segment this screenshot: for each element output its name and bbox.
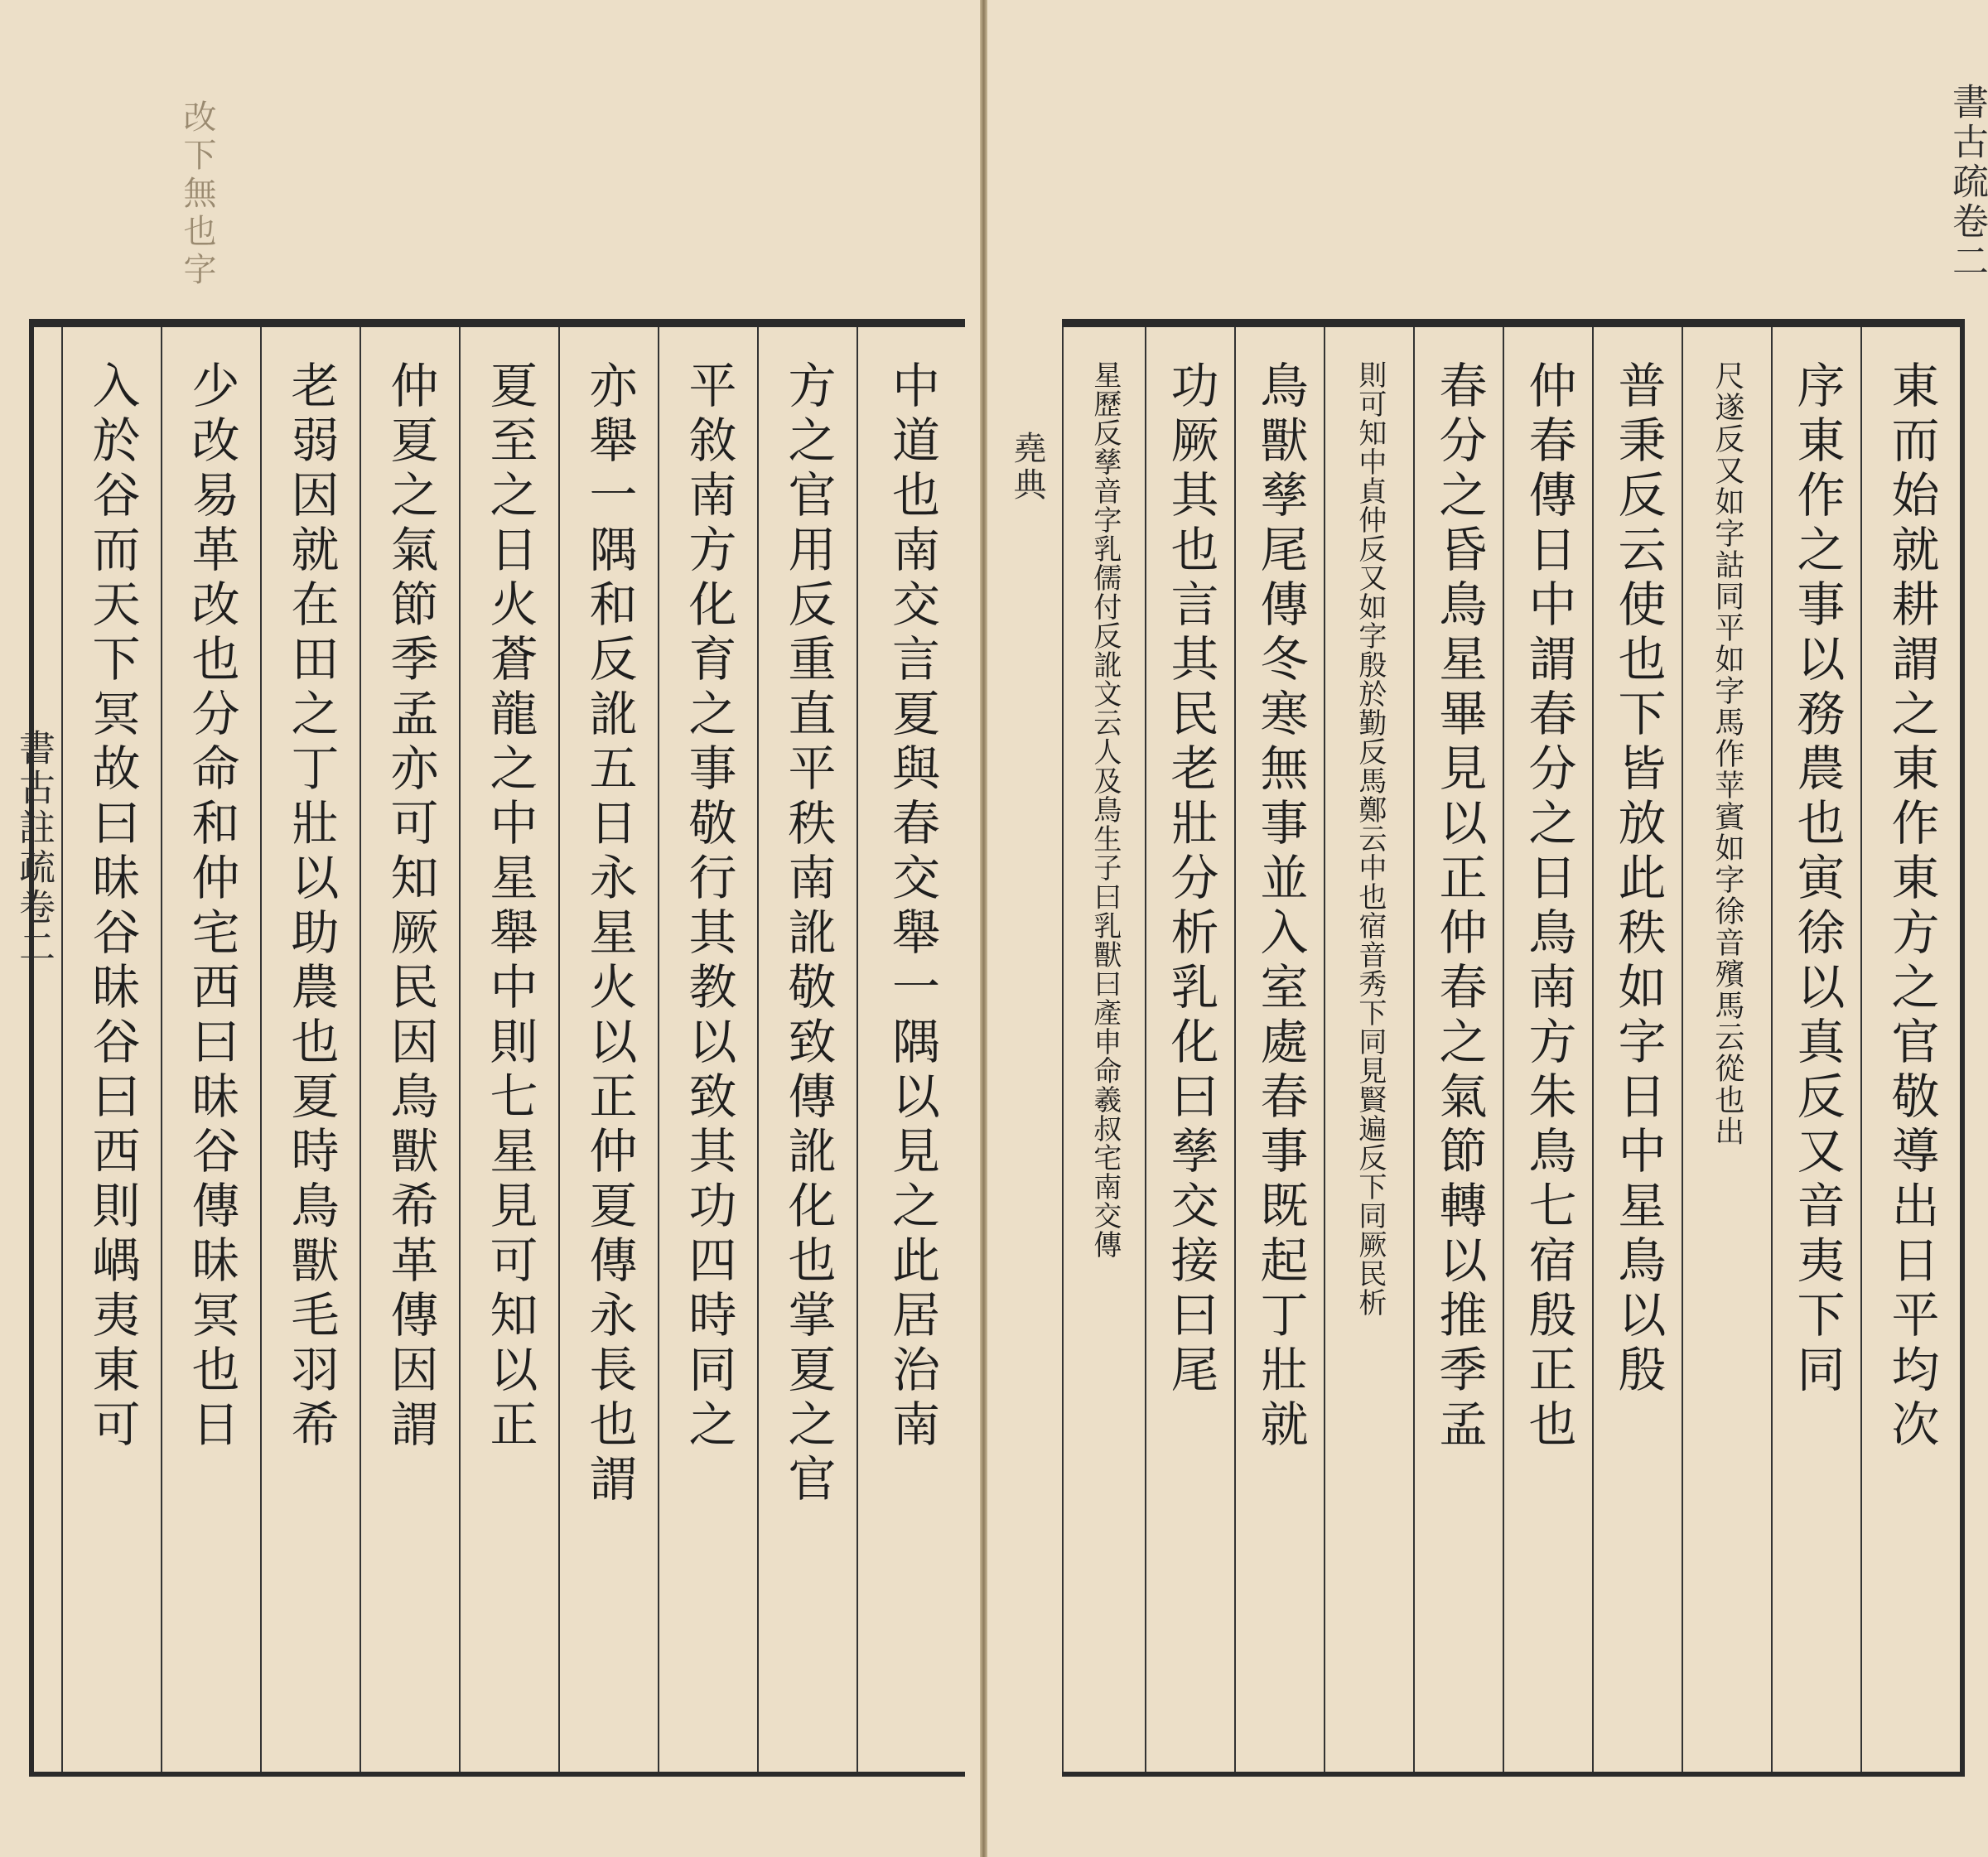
column-text: 功厥其也言其民老壯分析乳化曰孳交接曰尾	[1162, 360, 1219, 1399]
marginal-note: 改下無也字	[178, 99, 216, 290]
text-column	[1145, 327, 1234, 1772]
text-column	[1062, 327, 1145, 1772]
left-page	[0, 0, 980, 1857]
page-mark: 堯典	[1008, 431, 1046, 504]
text-column	[1860, 327, 1960, 1772]
text-column	[260, 327, 359, 1772]
text-column	[856, 327, 965, 1772]
column-text: 普秉反云使也下皆放此秩如字日中星鳥以殷	[1609, 360, 1667, 1399]
text-column	[757, 327, 856, 1772]
text-column	[1771, 327, 1860, 1772]
book-spine	[980, 0, 987, 1857]
column-text: 星歷反孳音字乳儒付反訛文云人及鳥生子曰乳獸曰產申命羲叔宅南交傳	[1088, 360, 1122, 1259]
text-column	[359, 327, 459, 1772]
column-text: 東而始就耕謂之東作東方之官敬導出日平均次	[1883, 360, 1940, 1454]
column-text: 亦舉一隅和反訛五日永星火以正仲夏傳永長也謂	[581, 360, 638, 1508]
column-text: 仲春傳日中謂春分之日鳥南方朱鳥七宿殷正也	[1520, 360, 1577, 1454]
column-text: 鳥獸孳尾傳冬寒無事並入室處春事既起丁壯就	[1252, 360, 1309, 1454]
column-text: 則可知中貞仲反又如字殷於勤反馬鄭云中也宿音秀下同見賢遍反下同厥民析	[1353, 360, 1387, 1317]
column-text: 老弱因就在田之丁壯以助農也夏時鳥獸毛羽希	[282, 360, 340, 1454]
text-column	[1413, 327, 1503, 1772]
left-text-frame	[29, 319, 965, 1777]
text-column	[1592, 327, 1682, 1772]
right-page	[987, 0, 1988, 1857]
text-column	[558, 327, 658, 1772]
right-text-frame	[1062, 319, 1965, 1777]
text-column	[1503, 327, 1592, 1772]
left-gutter-title: 書古註疏卷二	[12, 729, 55, 967]
column-text: 方之官用反重直平秩南訛敬致傳訛化也掌夏之官	[779, 360, 837, 1508]
text-column	[1324, 327, 1413, 1772]
column-text: 中道也南交言夏與春交舉一隅以見之此居治南	[883, 360, 940, 1454]
text-column	[61, 327, 161, 1772]
text-column	[1682, 327, 1771, 1772]
column-text: 序東作之事以務農也寅徐以真反又音夷下同	[1788, 360, 1846, 1399]
text-column	[1234, 327, 1324, 1772]
column-text: 入於谷而天下冥故曰昧谷昧谷曰西則嵎夷東可	[84, 360, 141, 1454]
column-text: 平敘南方化育之事敬行其教以致其功四時同之	[680, 360, 737, 1454]
column-text: 仲夏之氣節季孟亦可知厥民因鳥獸希革傳因謂	[382, 360, 439, 1454]
text-column	[459, 327, 558, 1772]
text-column	[658, 327, 757, 1772]
column-text: 夏至之日火蒼龍之中星舉中則七星見可知以正	[481, 360, 538, 1454]
text-column	[161, 327, 260, 1772]
right-gutter-title: 書古疏卷二	[1946, 83, 1988, 282]
column-text: 尺遂反又如字詁同平如字馬作苹賓如字徐音殯馬云從也出	[1710, 360, 1744, 1147]
column-text: 少改易革改也分命和仲宅西曰昧谷傳昧冥也日	[183, 360, 240, 1454]
column-text: 春分之昏鳥星畢見以正仲春之氣節轉以推季孟	[1431, 360, 1488, 1454]
